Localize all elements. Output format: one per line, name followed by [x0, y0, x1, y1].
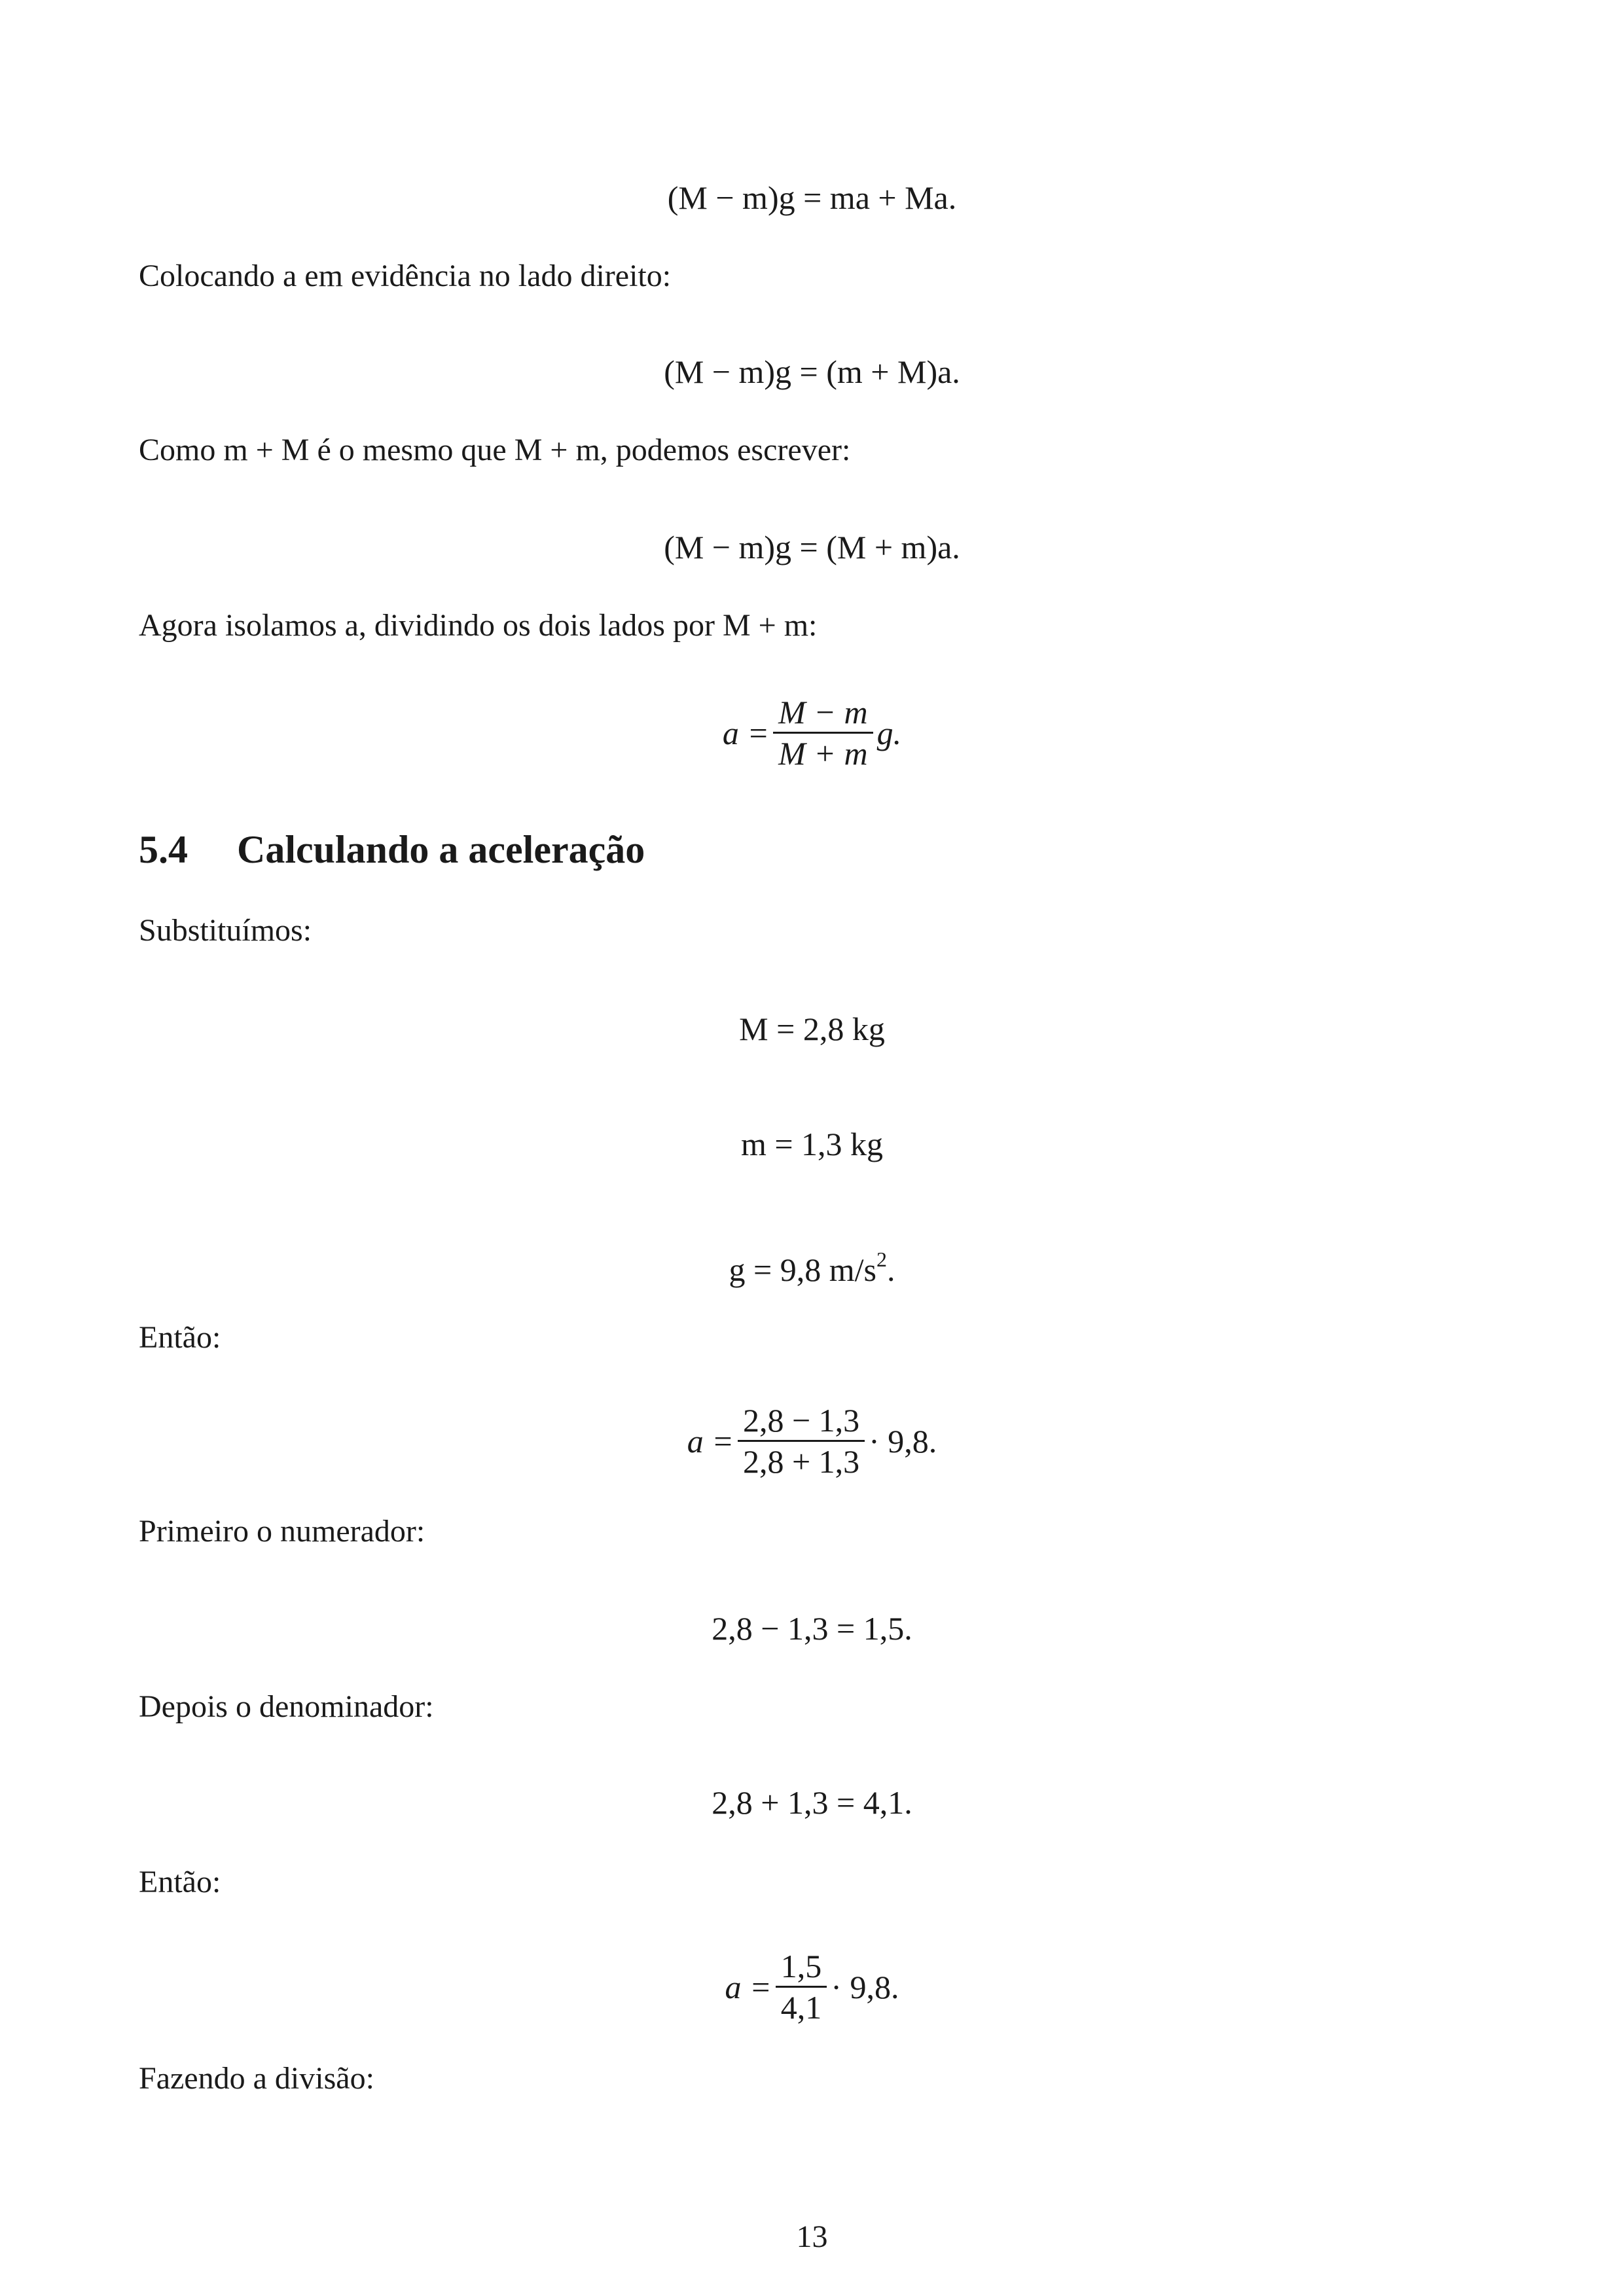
equation-4-rhs: g.	[876, 714, 902, 751]
section-heading	[139, 826, 645, 873]
paragraph-8: Então:	[139, 1865, 221, 1899]
equation-5-denominator: 2,8 + 1,3	[742, 1443, 860, 1480]
equation-3: (M − m)g = (M + m)a.	[664, 529, 960, 565]
equation-5-numerator: 2,8 − 1,3	[742, 1402, 860, 1439]
section-title: Calculando a aceleração	[237, 828, 645, 871]
paragraph-9: Fazendo a divisão:	[139, 2061, 374, 2096]
paragraph-4: Substituímos:	[139, 913, 312, 948]
equation-8-denominator: 4,1	[780, 1989, 822, 2026]
equation-4-numerator: M − m	[778, 694, 868, 730]
paragraph-5: Então:	[139, 1320, 221, 1355]
section-number: 5.4	[139, 828, 188, 871]
equation-8-numerator: 1,5	[780, 1948, 822, 1984]
equation-5-rhs: · 9,8.	[869, 1422, 937, 1460]
equation-5-fraction	[738, 1401, 865, 1481]
equation-4	[0, 692, 1624, 773]
paragraph-7: Depois o denominador:	[139, 1689, 434, 1724]
equation-8	[0, 1946, 1624, 2027]
paragraph-1: Colocando a em evidência no lado direito:	[139, 259, 672, 293]
given-gravity-value: g = 9,8 m/s	[729, 1251, 876, 1288]
equation-8-fraction	[776, 1946, 827, 2027]
equation-4-fraction	[773, 692, 873, 773]
equation-4-denominator: M + m	[778, 735, 868, 772]
given-gravity-period: .	[886, 1251, 895, 1288]
page-number: 13	[796, 2219, 828, 2254]
equation-5-lhs: a =	[687, 1422, 734, 1460]
given-mass-M: M = 2,8 kg	[739, 1011, 885, 1047]
paragraph-2: Como m + M é o mesmo que M + m, podemos escrever:	[139, 433, 851, 467]
given-gravity	[0, 1240, 1624, 1289]
paragraph-6: Primeiro o numerador:	[139, 1514, 425, 1549]
paragraph-3: Agora isolamos a, dividindo os dois lados por M + m:	[139, 608, 818, 643]
equation-2: (M − m)g = (m + M)a.	[664, 353, 960, 390]
equation-8-lhs: a =	[725, 1968, 772, 2005]
equation-5	[0, 1401, 1624, 1481]
equation-1: (M − m)g = ma + Ma.	[667, 179, 957, 216]
equation-7: 2,8 + 1,3 = 4,1.	[712, 1784, 912, 1821]
equation-6: 2,8 − 1,3 = 1,5.	[712, 1610, 912, 1647]
given-gravity-exponent: 2	[876, 1247, 887, 1271]
given-mass-m: m = 1,3 kg	[740, 1126, 884, 1162]
equation-4-lhs: a =	[722, 714, 770, 751]
equation-8-rhs: · 9,8.	[831, 1968, 899, 2005]
